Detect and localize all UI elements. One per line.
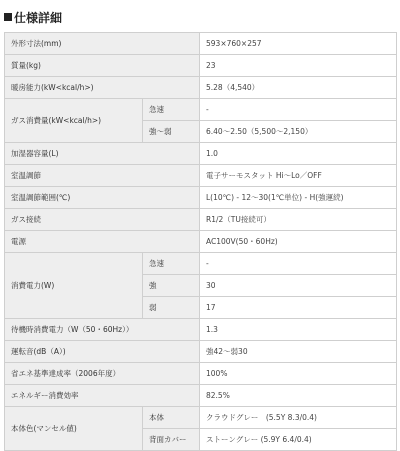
table-row: [5, 385, 397, 407]
table-row: [5, 33, 397, 55]
spec-value: ストーングレー (5.9Y 6.4/0.4): [200, 429, 397, 451]
spec-value: クラウドグレー (5.5Y 8.3/0.4): [200, 407, 397, 429]
spec-label: ガス接続: [5, 209, 200, 231]
heading-text: 仕様詳細: [14, 11, 63, 25]
spec-value: 強42～弱30: [200, 341, 397, 363]
table-row: [5, 231, 397, 253]
table-row: [5, 77, 397, 99]
spec-label: ガス消費量(kW<kcal/h>): [5, 99, 143, 143]
spec-value: AC100V(50・60Hz): [200, 231, 397, 253]
spec-value: 5.28（4,540）: [200, 77, 397, 99]
spec-sublabel: 背面カバー: [143, 429, 200, 451]
table-row: [5, 363, 397, 385]
spec-label: 室温調節範囲(℃): [5, 187, 200, 209]
spec-label: 室温調節: [5, 165, 200, 187]
spec-sublabel: 急速: [143, 99, 200, 121]
spec-label: エネルギー消費効率: [5, 385, 200, 407]
spec-label: 運転音(dB（A）): [5, 341, 200, 363]
spec-value: R1/2（TU接続可）: [200, 209, 397, 231]
spec-value: 電子サーモスタット Hi～Lo／OFF: [200, 165, 397, 187]
spec-label: 消費電力(W): [5, 253, 143, 319]
spec-label: 暖房能力(kW<kcal/h>): [5, 77, 200, 99]
spec-value: -: [200, 253, 397, 275]
spec-value: 6.40～2.50（5,500～2,150）: [200, 121, 397, 143]
table-row: [5, 143, 397, 165]
table-row: [5, 99, 397, 121]
table-row: [5, 55, 397, 77]
spec-value: 593×760×257: [200, 33, 397, 55]
section-heading: [4, 9, 62, 26]
spec-value: 100%: [200, 363, 397, 385]
spec-value: 17: [200, 297, 397, 319]
spec-value: 23: [200, 55, 397, 77]
spec-label: 質量(kg): [5, 55, 200, 77]
spec-table: [4, 32, 397, 451]
spec-label: 省エネ基準達成率（2006年度）: [5, 363, 200, 385]
table-row: [5, 319, 397, 341]
spec-label: 本体色(マンセル値): [5, 407, 143, 451]
table-row: [5, 253, 397, 275]
table-row: [5, 187, 397, 209]
spec-value: 1.3: [200, 319, 397, 341]
spec-sublabel: 急速: [143, 253, 200, 275]
spec-sublabel: 強～弱: [143, 121, 200, 143]
table-row: [5, 209, 397, 231]
table-row: [5, 165, 397, 187]
spec-label: 電源: [5, 231, 200, 253]
spec-label: 加湿器容量(L): [5, 143, 200, 165]
spec-value: 1.0: [200, 143, 397, 165]
spec-value: 30: [200, 275, 397, 297]
spec-value: L(10℃) - 12～30(1℃単位) - H(強運続): [200, 187, 397, 209]
black-square-icon: [4, 13, 12, 21]
spec-sublabel: 本体: [143, 407, 200, 429]
table-row: [5, 407, 397, 429]
spec-label: 外形寸法(mm): [5, 33, 200, 55]
spec-value: -: [200, 99, 397, 121]
spec-value: 82.5%: [200, 385, 397, 407]
table-row: [5, 341, 397, 363]
spec-label: 待機時消費電力（W（50・60Hz））: [5, 319, 200, 341]
spec-sublabel: 強: [143, 275, 200, 297]
spec-sublabel: 弱: [143, 297, 200, 319]
